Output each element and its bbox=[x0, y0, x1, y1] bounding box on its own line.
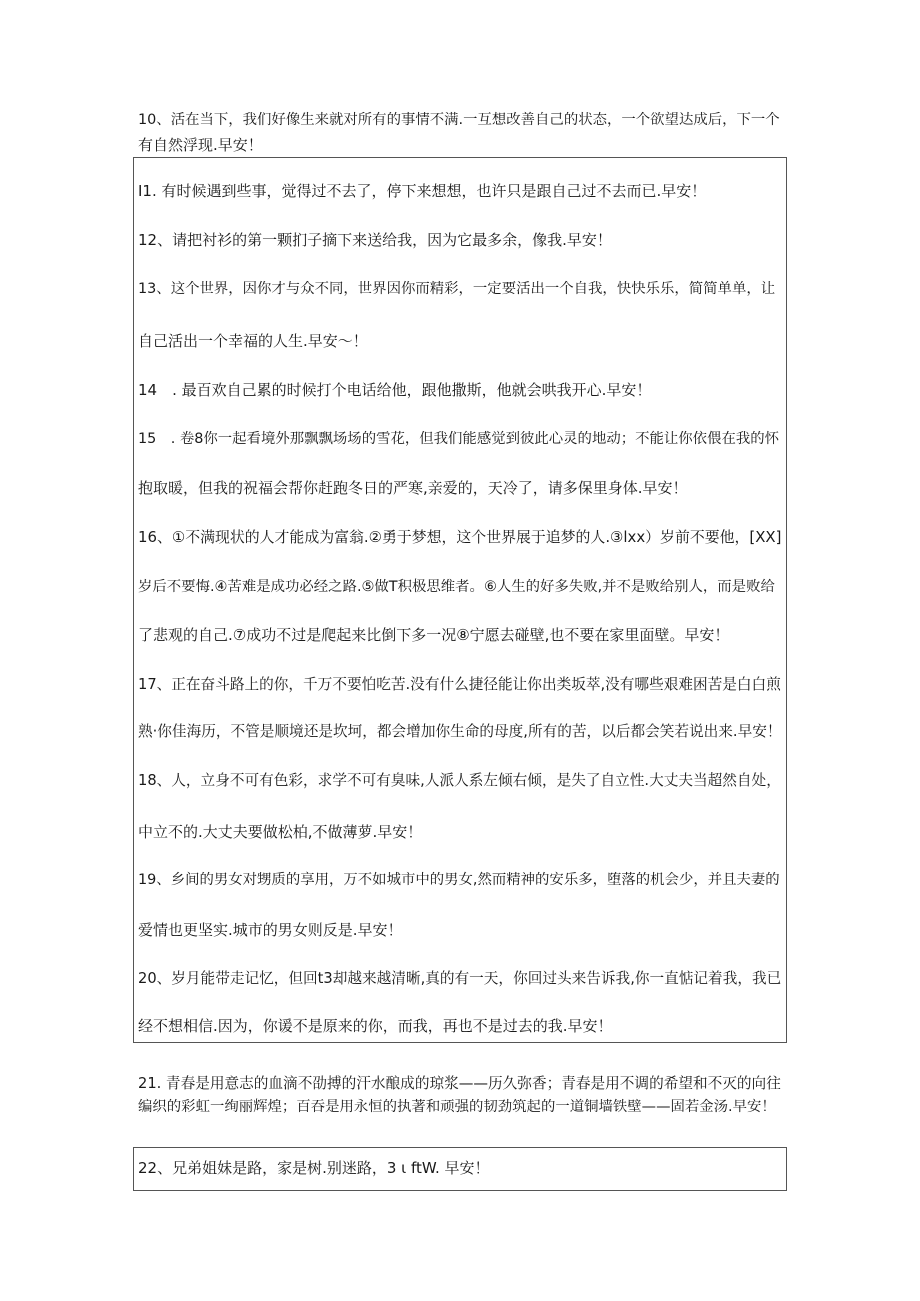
quote-12: 12、请把衬衫的第一颗扪子摘下来送给我，因为它最多余，像我.早安！ bbox=[138, 231, 612, 249]
quote-21-line-2: 编织的彩虹一绚丽辉煌；百吞是用永恒的执著和顽强的韧劲筑起的一道铜墙铁壁——固若金汤.早安！ bbox=[138, 1099, 776, 1115]
quote-16-line-3: 了悲观的自己.⑦成功不过是爬起来比倒下多一况⑧宁愿去碰壁,也不要在家里面壁。早安！ bbox=[138, 626, 730, 644]
quote-17-line-1: 17、正在奋斗路上的你，千万不要怕吃苦.没有什么捷径能让你出类坂萃,没有哪些艰难困苦是白白煎 bbox=[138, 676, 781, 693]
quote-20-line-1: 20、岁月能带走记忆，但回t3却越来越清晰,真的有一天，你回过头来告诉我,你一直惦记着我，我已 bbox=[138, 970, 782, 987]
quote-19-line-1: 19、乡间的男女对甥质的享用，万不如城市中的男女,然而精神的安乐多，堕落的机会少，并且夫妻的 bbox=[138, 872, 780, 888]
quote-10-line-1: 10、活在当下，我们好像生来就对所有的事情不满.一互想改善自己的状态，一个欲望达成后，下一个 bbox=[138, 112, 780, 128]
quote-13-line-2: 自己活出一个幸福的人生.早安〜！ bbox=[138, 332, 368, 350]
quote-13-line-1: 13、这个世界，因你才与众不同，世界因你而精彩，一定要活出一个自我，快快乐乐，简简单单，让 bbox=[138, 281, 776, 297]
quote-15-line-2: 抱取暖，但我的祝福会帮你赶跑冬日的严寒,亲爱的，天冷了，请多保里身体.早安！ bbox=[138, 479, 688, 497]
quote-17-line-2: 熟·你佳海历，不管是顺境还是坎坷，都会增加你生命的母度,所有的苦，以后都会笑若说出来.早安！ bbox=[138, 723, 782, 740]
quote-18-line-2: 中立不的.大丈夫要做松柏,不做薄萝.早安！ bbox=[138, 823, 423, 841]
quote-16-line-1: 16、①不满现状的人才能成为富翁.②勇于梦想，这个世界展于追梦的人.③lxx）岁前不要他，[XX] bbox=[138, 528, 782, 546]
quote-19-line-2: 爱情也更坚实.城市的男女则反是.早安！ bbox=[138, 921, 403, 939]
quote-10-line-2: 有自然浮现.早安！ bbox=[138, 136, 263, 154]
quote-16-line-2: 岁后不要悔.④苦难是成功必经之路.⑤做T积极思维者。⑥人生的好多失败,并不是败给别人，而是败给 bbox=[138, 579, 775, 595]
quote-22: 22、兄弟姐妹是路，家是树.别迷路，3 ι ftW. 早安！ bbox=[138, 1159, 490, 1177]
quote-18-line-1: 18、人，立身不可有色彩，求学不可有臭味,人派人系左倾右倾，是失了自立性.大丈夫当超然自处， bbox=[138, 772, 781, 789]
quote-15-line-1: 15 . 卷8你一起看境外那飘飘场场的雪花，但我们能感觉到彼此心灵的地动；不能让你依偎在我的怀 bbox=[138, 431, 780, 447]
quote-14: 14 . 最百欢自己累的时候打个电话给他，跟他撒斯，他就会哄我开心.早安！ bbox=[138, 381, 652, 399]
quote-21-line-1: 21. 青春是用意志的血滴不劭搏的汗水酿成的琼浆——历久弥香；青春是用不调的希望和不灭的向往 bbox=[138, 1075, 781, 1092]
quote-11: I1. 有时候遇到些事，觉得过不去了，停下来想想，也许只是跟自己过不去而已.早安！ bbox=[138, 182, 707, 200]
quote-20-line-2: 经不想相信.因为，你谖不是原来的你，而我，再也不是过去的我.早安！ bbox=[138, 1017, 613, 1035]
